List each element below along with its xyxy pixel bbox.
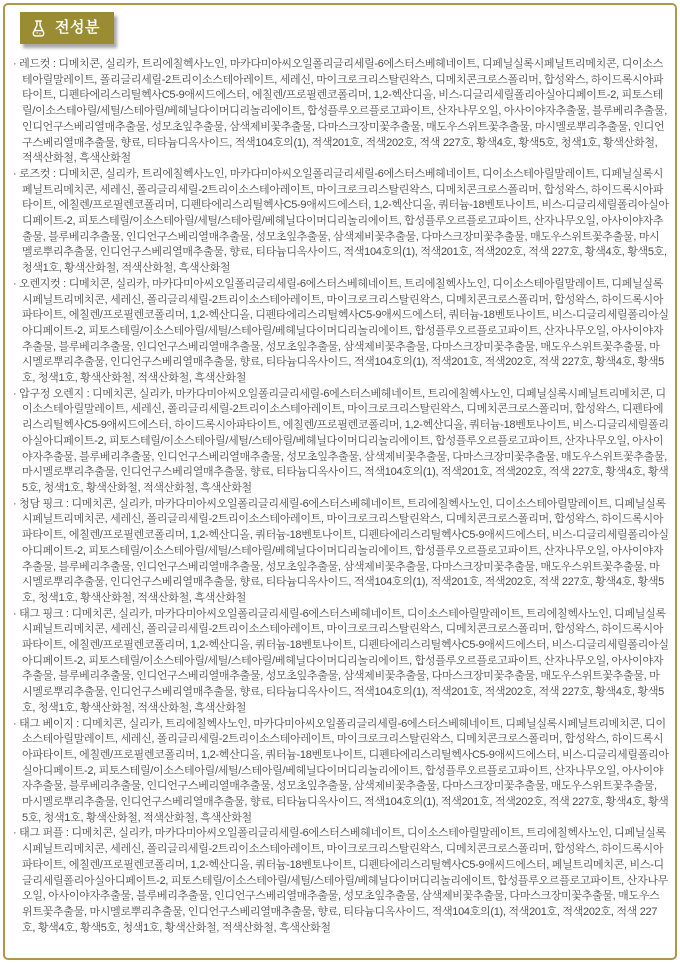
ingredient-item: · 오렌지컷 : 디메치콘, 실리카, 마카다미아씨오일폴리글리세릴-6에스터스베헤네이트, 트리에칠헥사노인, 디이소스테아릴말레이트, 디페닐실록시페닐트리메치콘, 세레신, 폴리글리세릴-2트리이소스테아레이트, 마이크로크리스탈린왁스, 디메치콘크로스폴리머, 합성왁스, 하이드록시아파타이트, 에칠렌/프로필렌코폴리머, 1,2-헥산디올, 디펜타에리스리틸헥사C5-9애씨드에스터, 쿼터늄-18벤토나이트, 비스-디글리세릴폴리아실아디페이트-2, 피토스테릴/이소스테아릴/세틸/스테아릴/베헤닐다이머디리놀리에이트, 합성플루오르플로고파이트, 산자나무오일, 아사이야자추출물, 블루베리추출물, 인디언구스베리열매추출물, 성모초잎추출물, 삼색제비꽃추출물, 다마스크장미꽃추출물, 매도우스위트꽃추출물, 마시멜로뿌리추출물, 인디언구스베리열매추출물, 향료, 티타늄디옥사이드, 적색104호의(1), 적색201호, 적색202호, 적색 227호, 황색4호, 황색5호, 청색1호, 황색산화철, 적색산화철, 흑색산화철	[13, 277, 669, 385]
ingredient-item: · 태그 베이지 : 디메치콘, 실리카, 트리에칠헥사노인, 마카다미아씨오일폴리글리세릴-6에스터스베헤네이트, 디페닐실록시페닐트리메치콘, 디이소스테아릴말레이트, 세레신, 폴리글리세릴-2트리이소스테아레이트, 마이크로크리스탈린왁스, 디메치콘크로스폴리머, 합성왁스, 하이드록시아파타이트, 에칠렌/프로필렌코폴리머, 1,2-헥산디올, 쿼터늄-18벤토나이트, 디펜타에리스리틸헥사C5-9애씨드에스터, 비스-디글리세릴폴리아실아디페이트-2, 피토스테릴/이소스테아릴/세틸/스테아릴/베헤닐다이머디리놀리에이트, 합성플루오르플로고파이트, 산자나무오일, 아사이야자추출물, 블루베리추출물, 인디언구스베리열매추출물, 성모초잎추출물, 삼색제비꽃추출물, 다마스크장미꽃추출물, 매도우스위트꽃추출물, 마시멜로뿌리추출물, 인디언구스베리열매추출물, 향료, 티타늄디옥사이드, 적색104호의(1), 적색201호, 적색202호, 적색 227호, 황색4호, 황색5호, 청색1호, 황색산화철, 적색산화철, 흑색산화철	[13, 717, 669, 824]
ingredient-item: · 태그 핑크 : 디메치콘, 실리카, 마카다미아씨오일폴리글리세릴-6에스터스베헤네이트, 디이소스테아릴말레이트, 트리에칠헥사노인, 디페닐실록시페닐트리메치콘, 세레신, 폴리글리세릴-2트리이소스테아레이트, 마이크로크리스탈린왁스, 디메치콘크로스폴리머, 합성왁스, 하이드록시아파타이트, 에칠렌/프로필렌코폴리머, 1,2-헥산디올, 쿼터늄-18벤토나이트, 디펜타에리스리틸헥사C5-9애씨드에스터, 비스-디글리세릴폴리아실아디페이트-2, 피토스테릴/이소스테아릴/세틸/스테아릴/베헤닐다이머디리놀리에이트, 합성플루오르플로고파이트, 산자나무오일, 아사이야자추출물, 블루베리추출물, 인디언구스베리열매추출물, 성모초잎추출물, 삼색제비꽃추출물, 다마스크장미꽃추출물, 매도우스위트꽃추출물, 마시멜로뿌리추출물, 인디언구스베리열매추출물, 향료, 티타늄디옥사이드, 적색104호의(1), 적색201호, 적색202호, 적색 227호, 황색4호, 황색5호, 청색1호, 황색산화철, 적색산화철, 흑색산화철	[13, 607, 669, 714]
ingredient-item: · 로즈컷 : 디메치콘, 실리카, 트리에칠헥사노인, 마카다미아씨오일폴리글리세릴-6에스터스베헤네이트, 디이소스테아릴말레이트, 디페닐실록시페닐트리메치콘, 세레신, 폴리글리세릴-2트리이소스테아레이트, 마이크로크리스탈린왁스, 디메치콘크로스폴리머, 합성왁스, 하이드록시아파타이트, 에칠렌/프로필렌코폴리머, 디펜타에리스리틸헥사C5-9애씨드에스터, 1,2-헥산디올, 쿼터늄-18벤토나이트, 비스-디글리세릴폴리아실아디페이트-2, 피토스테릴/이소스테아릴/세틸/스테아릴/베헤닐다이머디리놀리에이트, 합성플루오르플로고파이트, 산자나무오일, 아사이야자추출물, 블루베리추출물, 인디언구스베리열매추출물, 성모초잎추출물, 삼색제비꽃추출물, 다마스크장미꽃추출물, 매도우스위트꽃추출물, 마시멜로뿌리추출물, 인디언구스베리열매추출물, 향료, 티타늄디옥사이드, 적색104호의(1), 적색201호, 적색202호, 적색 227호, 황색4호, 황색5호, 청색1호, 황색산화철, 적색산화철, 흑색산화철	[13, 167, 669, 275]
ingredient-item: · 압구정 오렌지 : 디메치콘, 실리카, 마카다미아씨오일폴리글리세릴-6에스터스베헤네이트, 트리에칠헥사노인, 디페닐실록시페닐트리메치콘, 디이소스테아릴말레이트, 세레신, 폴리글리세릴-2트리이소스테아레이트, 마이크로크리스탈린왁스, 디메치콘크로스폴리머, 합성왁스, 디펜타에리스리틸헥사C5-9애씨드에스터, 하이드록시아파타이트, 에칠렌/프로필렌코폴리머, 1,2-헥산디올, 쿼터늄-18벤토나이트, 비스-디글리세릴폴리아실아디페이트-2, 피토스테릴/이소스테아릴/세틸/스테아릴/베헤닐다이머디리놀리에이트, 합성플루오르플로고파이트, 산자나무오일, 아사이야자추출물, 블루베리추출물, 인디언구스베리열매추출물, 성모초잎추출물, 삼색제비꽃추출물, 다마스크장미꽃추출물, 매도우스위트꽃추출물, 마시멜로뿌리추출물, 인디언구스베리열매추출물, 향료, 티타늄디옥사이드, 적색104호의(1), 적색201호, 적색202호, 적색 227호, 황색4호, 황색5호, 청색1호, 황색산화철, 적색산화철, 흑색산화철	[13, 387, 669, 494]
ingredient-list	[13, 57, 669, 936]
section-badge	[20, 12, 114, 44]
ingredient-item: · 레드컷 : 디메치콘, 실리카, 트리에칠헥사노인, 마카다미아씨오일폴리글리세릴-6에스터스베헤네이트, 디페닐실록시페닐트리메치콘, 디이소스테아릴말레이트, 폴리글리세릴-2트리이소스테아레이트, 세레신, 마이크로크리스탈린왁스, 디메치콘크로스폴리머, 합성왁스, 하이드록시아파타이트, 디펜타에리스리틸헥사C5-9애씨드에스터, 에칠렌/프로필렌코폴리머, 1,2-헥산디올, 비스-디글리세릴폴리아실아디페이트-2, 피토스테릴/이소스테아릴/세틸/스테아릴/베헤닐다이머디리놀리에이트, 합성플루오르플로고파이트, 산자나무오일, 아사이야자추출물, 블루베리추출물, 인디언구스베리열매추출물, 성모초잎추출물, 삼색제비꽃추출물, 다마스크장미꽃추출물, 매도우스위트꽃추출물, 마시멜로뿌리추출물, 인디언구스베리열매추출물, 향료, 티타늄디옥사이드, 적색104호의(1), 적색201호, 적색202호, 적색 227호, 황색4호, 황색5호, 청색1호, 황색산화철, 적색산화철, 흑색산화철	[13, 58, 668, 165]
flask-icon	[29, 19, 48, 38]
ingredient-item: · 태그 퍼플 : 디메치콘, 실리카, 마카다미아씨오일폴리글리세릴-6에스터스베헤네이트, 디이소스테아릴말레이트, 트리에칠헥사노인, 디페닐실록시페닐트리메치콘, 세레신, 폴리글리세릴-2트리이소스테아레이트, 마이크로크리스탈린왁스, 디메치콘크로스폴리머, 합성왁스, 하이드록시아파타이트, 에칠렌/프로필렌코폴리머, 1,2-헥산디올, 쿼터늄-18벤토나이트, 디펜타에리스리틸헥사C5-9애씨드에스터, 페닐트리메치콘, 비스-디글리세릴폴리아실아디페이트-2, 피토스테릴/이소스테아릴/세틸/스테아릴/베헤닐다이머디리놀리에이트, 합성플루오르플로고파이트, 산자나무오일, 아사이야자추출물, 블루베리추출물, 인디언구스베리열매추출물, 성모초잎추출물, 삼색제비꽃추출물, 다마스크장미꽃추출물, 매도우스위트꽃추출물, 마시멜로뿌리추출물, 인디언구스베리열매추출물, 향료, 티타늄디옥사이드, 적색104호의(1), 적색201호, 적색202호, 적색 227호, 황색4호, 황색5호, 청색1호, 황색산화철, 적색산화철, 흑색산화철	[13, 827, 668, 934]
section-title: 전성분	[55, 18, 100, 36]
ingredients-panel	[3, 3, 677, 960]
ingredient-item: · 청담 핑크 : 디메치콘, 실리카, 마카다미아씨오일폴리글리세릴-6에스터스베헤네이트, 트리에칠헥사노인, 디이소스테아릴말레이트, 디페닐실록시페닐트리메치콘, 세레신, 폴리글리세릴-2트리이소스테아레이트, 마이크로크리스탈린왁스, 디메치콘크로스폴리머, 합성왁스, 하이드록시아파타이트, 에칠렌/프로필렌코폴리머, 1,2-헥산디올, 쿼터늄-18벤토나이트, 디펜타에리스리틸헥사C5-9애씨드에스터, 비스-디글리세릴폴리아실아디페이트-2, 피토스테릴/이소스테아릴/세틸/스테아릴/베헤닐다이머디리놀리에이트, 합성플루오르플로고파이트, 산자나무오일, 아사이야자추출물, 블루베리추출물, 인디언구스베리열매추출물, 성모초잎추출물, 삼색제비꽃추출물, 다마스크장미꽃추출물, 매도우스위트꽃추출물, 마시멜로뿌리추출물, 인디언구스베리열매추출물, 향료, 티타늄디옥사이드, 적색104호의(1), 적색201호, 적색202호, 적색 227호, 황색4호, 황색5호, 청색1호, 황색산화철, 적색산화철, 흑색산화철	[13, 497, 669, 604]
